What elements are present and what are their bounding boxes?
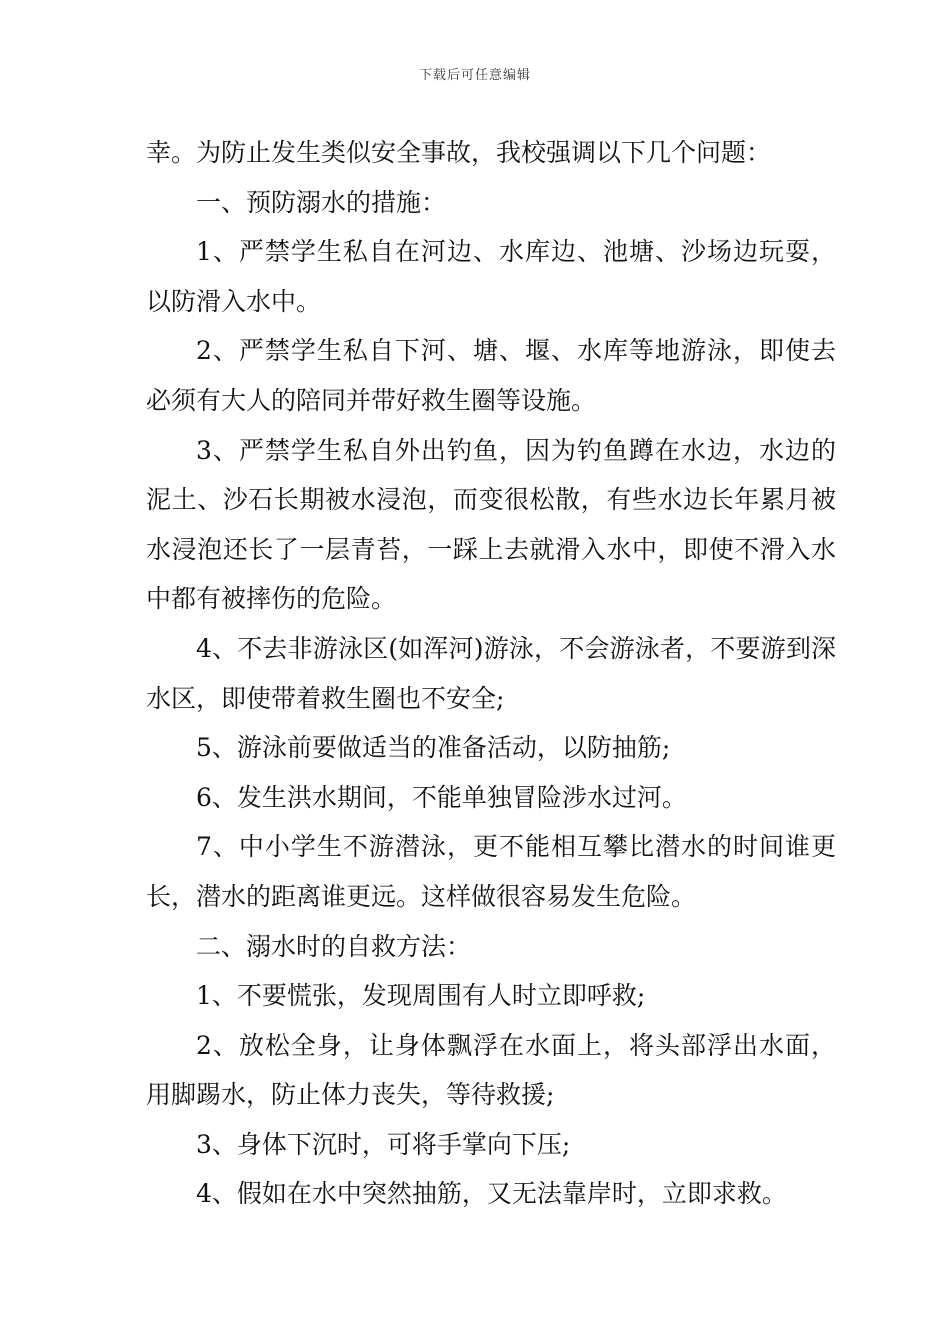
prevention-item-1: 1、严禁学生私自在河边、水库边、池塘、沙场边玩耍，以防滑入水中。: [146, 237, 836, 316]
self-rescue-item-1: 1、不要慌张，发现周围有人时立即呼救;: [196, 981, 646, 1011]
self-rescue-item-2: 2、放松全身，让身体飘浮在水面上，将头部浮出水面，用脚踢水，防止体力丧失，等待救援;: [146, 1030, 836, 1110]
document-body: [146, 128, 836, 1219]
prevention-item-6: 6、发生洪水期间，不能单独冒险涉水过河。: [196, 782, 687, 812]
section-heading-prevention: 一、预防溺水的措施：: [196, 187, 447, 217]
section-heading-self-rescue: 二、溺水时的自救方法：: [196, 931, 472, 961]
prevention-item-4: 4、不去非游泳区(如浑河)游泳，不会游泳者，不要游到深水区，即使带着救生圈也不安全;: [146, 633, 836, 713]
prevention-item-2: 2、严禁学生私自下河、塘、堰、水库等地游泳，即使去必须有大人的陪同并带好救生圈等设施。: [146, 336, 836, 415]
self-rescue-item-3: 3、身体下沉时，可将手掌向下压;: [196, 1129, 571, 1159]
paragraph-intro-continuation: 幸。为防止发生类似安全事故，我校强调以下几个问题：: [146, 138, 772, 167]
prevention-item-5: 5、游泳前要做适当的准备活动，以防抽筋;: [196, 733, 671, 763]
page-header: 下载后可任意编辑: [418, 68, 531, 83]
prevention-item-7: 7、中小学生不游潜泳，更不能相互攀比潜水的时间谁更长，潜水的距离谁更远。这样做很容易发生危险。: [146, 832, 836, 911]
self-rescue-item-4: 4、假如在水中突然抽筋，又无法靠岸时，立即求救。: [196, 1179, 787, 1209]
prevention-item-3: 3、严禁学生私自外出钓鱼，因为钓鱼蹲在水边，水边的泥土、沙石长期被水浸泡，而变很松散，有些水边长年累月被水浸泡还长了一层青苔，一踩上去就滑入水中，即使不滑入水中都有被摔伤的危险。: [146, 435, 836, 614]
